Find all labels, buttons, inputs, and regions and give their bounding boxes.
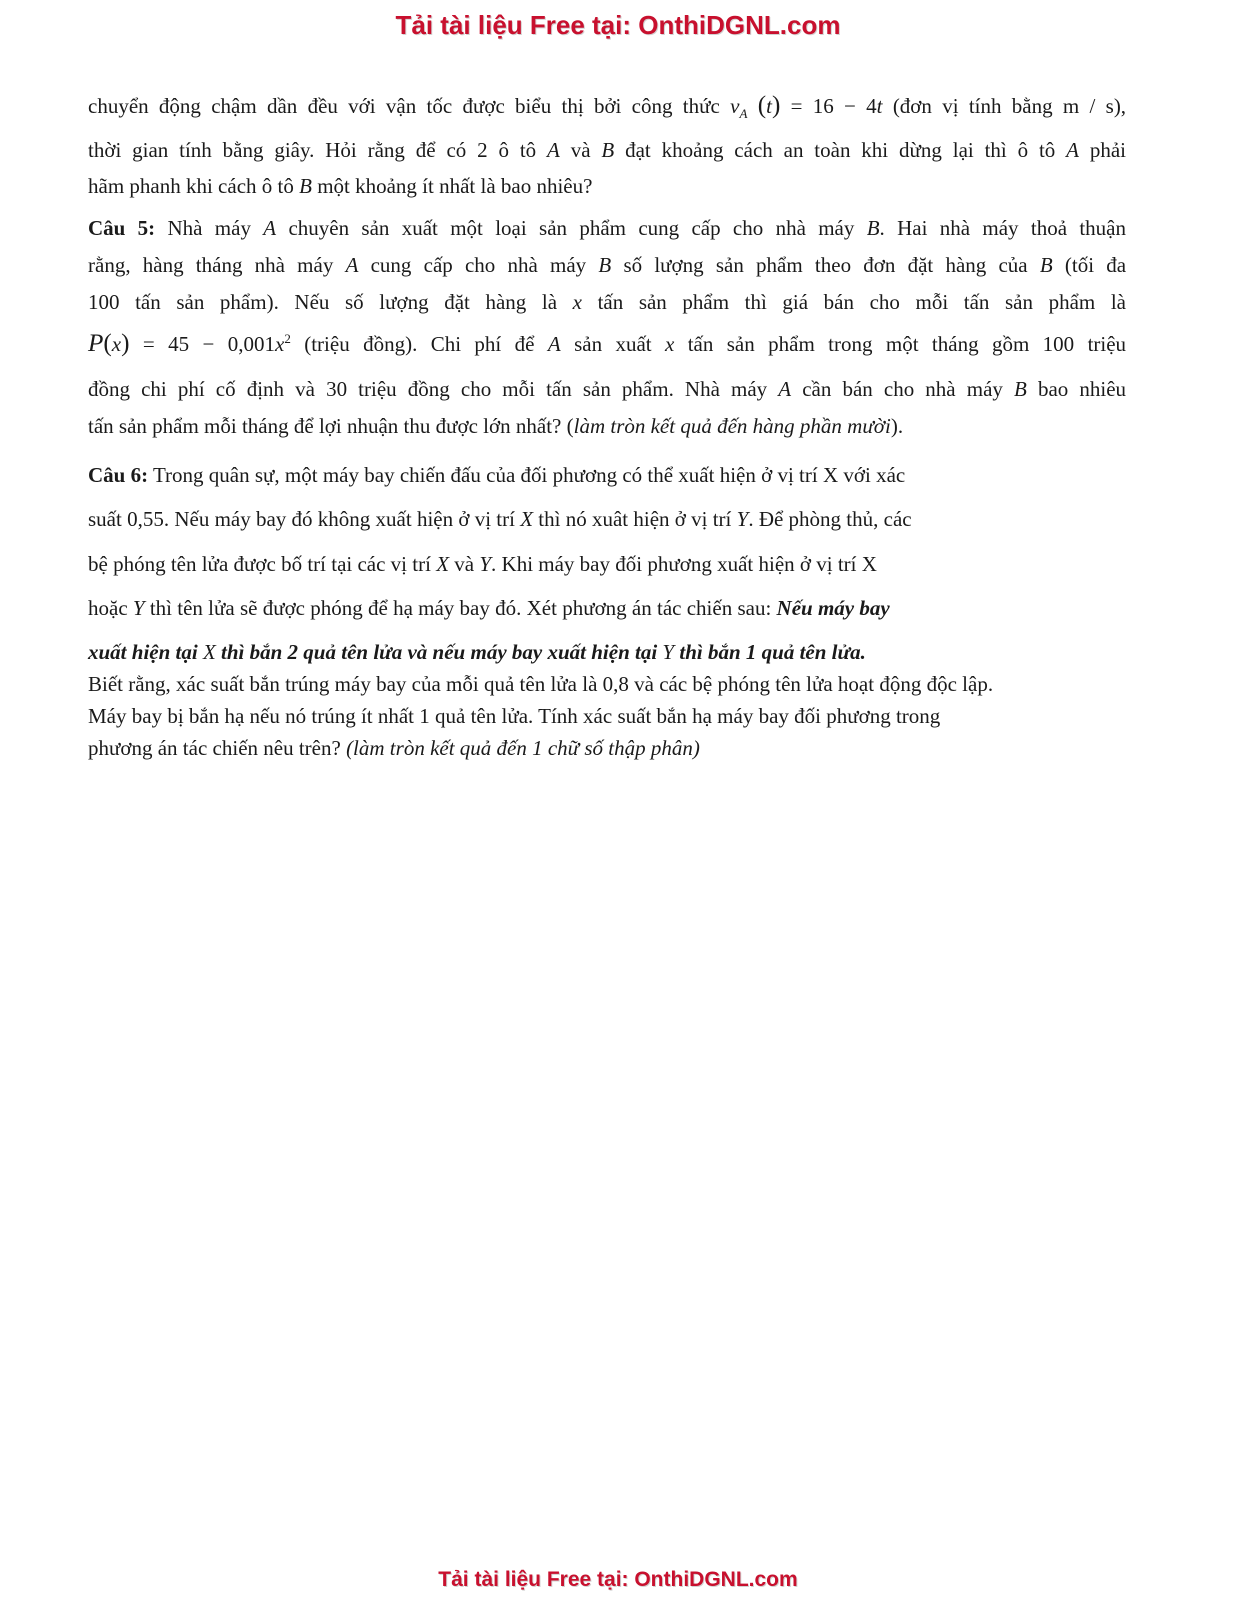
q5-line-1: Câu 5: Nhà máy A chuyên sản xuất một loại sản phẩm cung cấp cho nhà máy B. Hai nhà máy thoả thuận [88, 216, 1127, 240]
velocity-formula: $v_A$ (t) = 16 − 4t [730, 92, 883, 122]
question-5-label: Câu 5: [88, 216, 156, 240]
price-formula: $P(x) = 45 - 0,001x^2$ [88, 330, 291, 357]
q6-line-4: hoặc Y thì tên lửa sẽ được phóng để hạ máy bay đó. Xét phương án tác chiến sau: Nếu máy bay [88, 596, 890, 620]
header-banner[interactable]: Tải tài liệu Free tại: OnthiDGNL.com [395, 10, 841, 40]
q5-line-4: $P(x) = 45 - 0,001x^2$ (triệu đồng). Chi phí để A sản xuất x tấn sản phẩm trong một tháng gồm 100 triệu [88, 330, 1127, 357]
q6-line-7: Máy bay bị bắn hạ nếu nó trúng ít nhất 1 quả tên lửa. Tính xác suất bắn hạ máy bay đối phương trong [88, 704, 941, 728]
footer-banner[interactable]: Tải tài liệu Free tại: OnthiDGNL.com [438, 1568, 798, 1591]
q5-line-3: 100 tấn sản phẩm). Nếu số lượng đặt hàng là x tấn sản phẩm thì giá bán cho mỗi tấn sản phẩm là [88, 290, 1127, 314]
q4-line-2: thời gian tính bằng giây. Hỏi rằng để có 2 ô tô A và B đạt khoảng cách an toàn khi dừng lại thì ô tô A phải [88, 138, 1127, 162]
q4-line-3: hãm phanh khi cách ô tô B một khoảng ít nhất là bao nhiêu? [88, 174, 593, 198]
question-6-label: Câu 6: [88, 463, 149, 487]
q6-line-8: phương án tác chiến nêu trên? (làm tròn kết quả đến 1 chữ số thập phân) [88, 736, 700, 760]
q6-line-5: xuất hiện tại X thì bắn 2 quả tên lửa và nếu máy bay xuất hiện tại Y thì bắn 1 quả tên lửa. [88, 640, 866, 664]
q5-line-5: đồng chi phí cố định và 30 triệu đồng cho mỗi tấn sản phẩm. Nhà máy A cần bán cho nhà máy B bao nhiêu [88, 377, 1127, 401]
q4-line-1: chuyển động chậm dần đều với vận tốc được biểu thị bởi công thức $v_A$ (t) = 16 − 4t (đơn vị tính bằng m / s), [88, 92, 1127, 122]
q6-line-2: suất 0,55. Nếu máy bay đó không xuất hiện ở vị trí X thì nó xuât hiện ở vị trí Y. Để phòng thủ, các [88, 507, 912, 531]
q5-line-2: rằng, hàng tháng nhà máy A cung cấp cho nhà máy B số lượng sản phẩm theo đơn đặt hàng của B (tối đa [88, 253, 1127, 277]
unit: m / s [1062, 94, 1114, 118]
q5-line-6: tấn sản phẩm mỗi tháng để lợi nhuận thu được lớn nhất? (làm tròn kết quả đến hàng phần mười). [88, 414, 904, 438]
q6-line-1: Câu 6: Trong quân sự, một máy bay chiến đấu của đối phương có thể xuất hiện ở vị trí X với xác [88, 463, 906, 487]
q6-line-3: bệ phóng tên lửa được bố trí tại các vị trí X và Y. Khi máy bay đối phương xuất hiện ở vị trí X [88, 552, 877, 576]
q6-line-6: Biết rằng, xác suất bắn trúng máy bay của mỗi quả tên lửa là 0,8 và các bệ phóng tên lửa hoạt động độc lập. [88, 672, 994, 696]
